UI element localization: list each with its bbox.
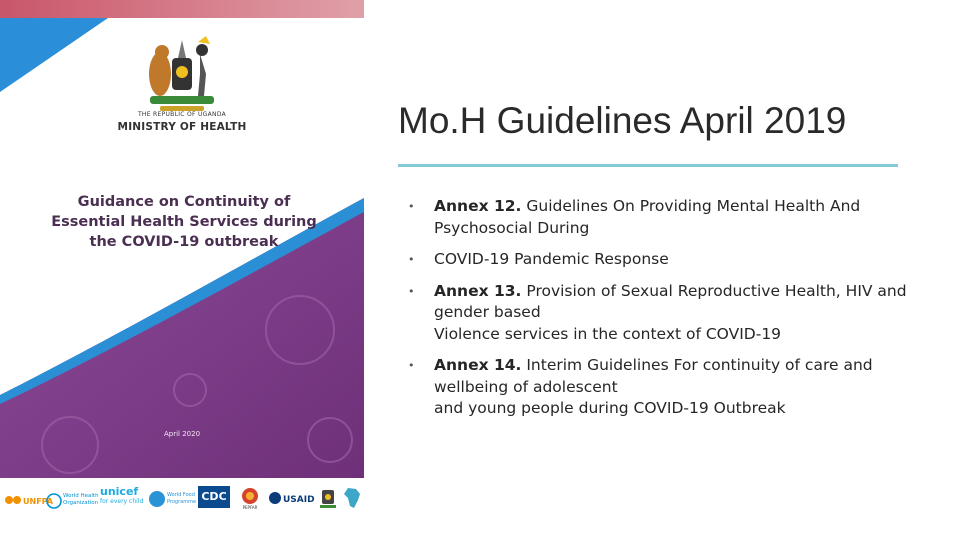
bullet-lead: Annex 14. <box>434 356 522 374</box>
bullet-item <box>408 281 908 346</box>
bullet-text-line2: Violence services in the context of COVID-19 <box>434 324 782 343</box>
bullet-item <box>408 355 908 420</box>
wfp-icon <box>148 488 196 510</box>
document-cover <box>0 0 364 540</box>
bullet-lead: Annex 12. <box>434 197 522 215</box>
bullet-lead: Annex 13. <box>434 281 522 300</box>
who-logo <box>46 490 104 516</box>
usaid-icon <box>268 490 314 506</box>
uganda-coat-of-arms-icon <box>140 34 224 114</box>
slide-title: Mo.H Guidelines April 2019 <box>398 100 847 141</box>
cover-title <box>40 192 328 252</box>
cover-top-band <box>0 0 364 18</box>
unicef-text: unicef <box>100 485 139 498</box>
pepfar-icon <box>238 486 262 510</box>
usaid-logo <box>268 490 314 510</box>
bullet-text: Provision of Sexual Reproductive Health, HIV and gender based <box>434 281 907 321</box>
bullet-text-line2: and young people during COVID-19 Outbreak <box>434 399 786 417</box>
cover-title-line: Essential Health Services during <box>51 214 317 230</box>
cover-title-line: the COVID-19 outbreak <box>89 234 279 250</box>
cover-blue-corner <box>0 18 108 92</box>
wfp-text: World Food Programme <box>167 492 197 505</box>
uganda-crest-small-icon <box>318 486 338 510</box>
bullet-text: Interim Guidelines For continuity of care and wellbeing of adolescent <box>434 356 873 396</box>
partner-logo-strip <box>0 478 364 524</box>
title-underline <box>398 164 898 167</box>
usaid-text: USAID <box>283 495 315 505</box>
bullet-item <box>408 196 908 239</box>
wfp-logo <box>148 488 196 514</box>
annex-bullet-list <box>408 196 908 430</box>
cover-republic-label: THE REPUBLIC OF UGANDA <box>137 111 227 118</box>
pepfar-text: PEPFAR <box>242 505 258 510</box>
unicef-logo <box>100 486 143 505</box>
bullet-text: COVID-19 Pandemic Response <box>434 250 669 268</box>
cover-title-line: Guidance on Continuity of <box>77 194 291 210</box>
pepfar-logo <box>238 486 262 514</box>
unfpa-icon <box>4 493 53 507</box>
unfpa-logo <box>4 492 53 511</box>
unfpa-text: UNFPA <box>23 497 53 506</box>
africa-map-icon <box>342 486 362 510</box>
cover-ministry-label: MINISTRY OF HEALTH <box>117 121 247 133</box>
cdc-logo <box>198 486 230 508</box>
bullet-item <box>408 249 908 271</box>
cdc-text: CDC <box>198 486 230 508</box>
who-icon <box>46 490 104 512</box>
bullet-text: Guidelines On Providing Mental Health And Psychosocial During <box>434 197 861 237</box>
who-text: World Health Organization <box>63 493 99 506</box>
cover-date: April 2020 <box>164 430 201 438</box>
unicef-subtext: for every child <box>100 498 144 505</box>
